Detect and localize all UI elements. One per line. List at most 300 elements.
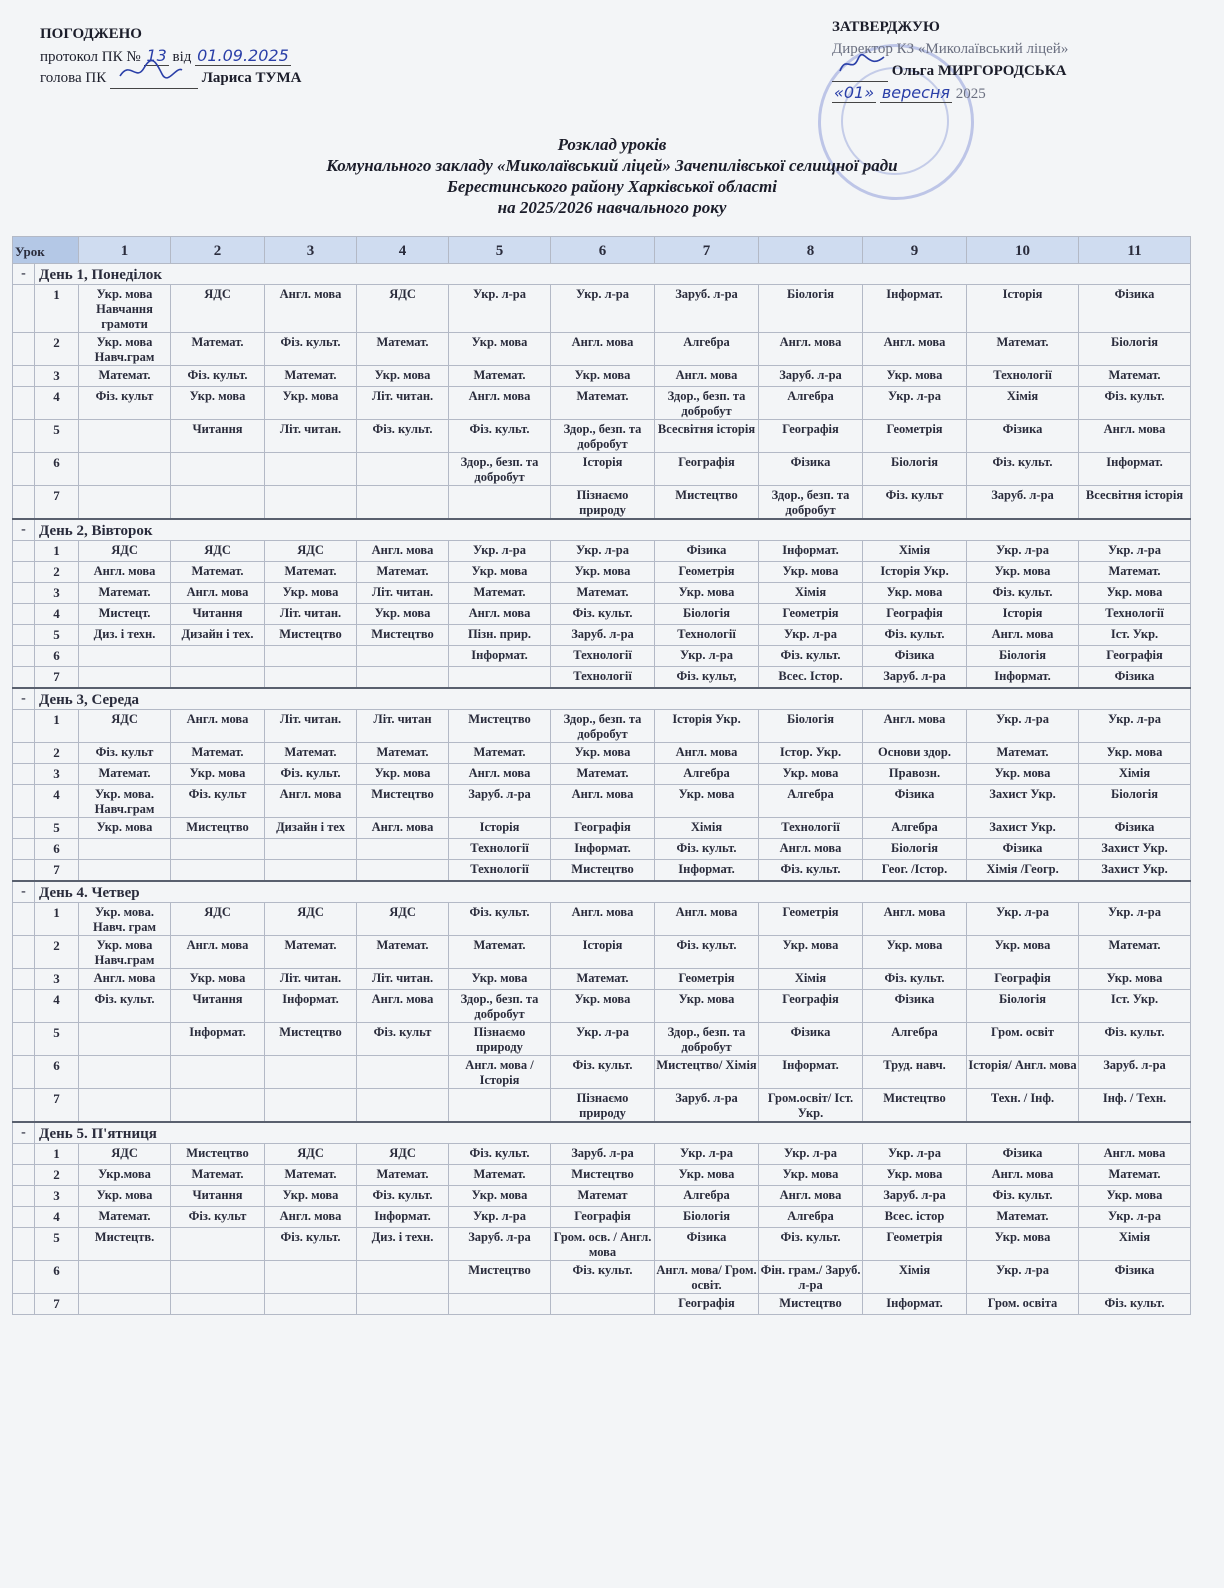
class-header: 7 xyxy=(655,237,759,264)
lesson-cell: Фізика xyxy=(863,785,967,818)
lesson-cell: Біологія xyxy=(1079,333,1191,366)
lesson-cell: Укр. мова xyxy=(449,1186,551,1207)
lesson-cell xyxy=(265,1261,357,1294)
director-line xyxy=(832,60,1162,82)
lesson-cell: Укр. мова. Навч. грам xyxy=(79,903,171,936)
lesson-cell xyxy=(265,1089,357,1123)
day-name: День 5. П'ятниця xyxy=(35,1122,1191,1144)
lesson-cell: Мистецтво xyxy=(449,710,551,743)
lesson-cell: Пізнаємо природу xyxy=(551,486,655,520)
lesson-cell: Математ. xyxy=(449,936,551,969)
lesson-row xyxy=(13,486,1191,520)
row-gutter xyxy=(13,1089,35,1123)
lesson-cell: Історія Укр. xyxy=(863,562,967,583)
lesson-cell xyxy=(449,1294,551,1315)
lesson-cell: Інформат. xyxy=(759,541,863,562)
lesson-cell: Укр. мова xyxy=(655,990,759,1023)
lesson-cell: Математ. xyxy=(449,743,551,764)
lesson-cell: Мистецтво xyxy=(357,625,449,646)
lesson-cell: Укр. мова xyxy=(171,387,265,420)
lesson-row xyxy=(13,583,1191,604)
day-header-row xyxy=(13,1122,1191,1144)
lesson-cell: Англ. мова xyxy=(863,903,967,936)
lesson-cell: Англ. мова xyxy=(655,743,759,764)
lesson-cell: Математ. xyxy=(1079,936,1191,969)
lesson-cell: ЯДС xyxy=(171,285,265,333)
row-gutter xyxy=(13,583,35,604)
lesson-cell: Геометрія xyxy=(759,903,863,936)
lesson-cell: Англ. мова xyxy=(1079,1144,1191,1165)
lesson-cell: Біологія xyxy=(967,646,1079,667)
date-prefix: від xyxy=(172,49,192,65)
lesson-cell: Укр. л-ра xyxy=(863,387,967,420)
lesson-number: 6 xyxy=(35,453,79,486)
approval-block xyxy=(40,24,301,89)
lesson-cell: Географія xyxy=(551,1207,655,1228)
lesson-cell: Алгебра xyxy=(759,1207,863,1228)
class-header: 3 xyxy=(265,237,357,264)
lesson-cell: Заруб. л-ра xyxy=(655,1089,759,1123)
lesson-number: 2 xyxy=(35,743,79,764)
lesson-cell: Укр. л-ра xyxy=(863,1144,967,1165)
lesson-cell: Математ. xyxy=(265,936,357,969)
protocol-number: 13 xyxy=(146,46,167,65)
lesson-cell xyxy=(449,486,551,520)
lesson-cell: Англ. мова xyxy=(551,333,655,366)
lesson-cell: Інформат. xyxy=(357,1207,449,1228)
lesson-cell: Фіз. культ. xyxy=(967,453,1079,486)
lesson-number: 4 xyxy=(35,604,79,625)
lesson-cell: Літ. читан. xyxy=(357,583,449,604)
lesson-cell: Захист Укр. xyxy=(967,785,1079,818)
lesson-cell: Геометрія xyxy=(655,562,759,583)
title-line-3: Берестинського району Харківської області xyxy=(447,177,777,196)
lesson-cell: Фіз. культ. xyxy=(967,1186,1079,1207)
lesson-number: 2 xyxy=(35,936,79,969)
lesson-cell: Математ. xyxy=(1079,366,1191,387)
lesson-row xyxy=(13,285,1191,333)
lesson-cell: Фіз. культ. xyxy=(967,583,1079,604)
lesson-cell: Укр. мова xyxy=(449,969,551,990)
lesson-cell: Фіз. культ xyxy=(79,387,171,420)
collapse-toggle[interactable]: - xyxy=(13,881,35,903)
lesson-cell: Англ. мова xyxy=(863,710,967,743)
lesson-cell: Фіз. культ. xyxy=(265,764,357,785)
row-gutter xyxy=(13,1144,35,1165)
lesson-cell: Пізнаємо природу xyxy=(551,1089,655,1123)
lesson-number: 7 xyxy=(35,1294,79,1315)
lesson-cell: Укр. мова Навчання грамоти xyxy=(79,285,171,333)
lesson-cell: Заруб. л-ра xyxy=(967,486,1079,520)
lesson-cell: Математ. xyxy=(79,583,171,604)
lesson-cell xyxy=(357,646,449,667)
lesson-cell: Алгебра xyxy=(759,785,863,818)
lesson-cell: Англ. мова xyxy=(759,839,863,860)
lesson-cell: Дизайн і тех. xyxy=(171,625,265,646)
lesson-cell xyxy=(79,839,171,860)
lesson-number: 2 xyxy=(35,1165,79,1186)
lesson-cell xyxy=(357,839,449,860)
lesson-cell: Здор., безп. та добробут xyxy=(551,420,655,453)
collapse-toggle[interactable]: - xyxy=(13,264,35,285)
lesson-cell: Хімія /Геогр. xyxy=(967,860,1079,882)
lesson-cell: ЯДС xyxy=(171,541,265,562)
lesson-cell xyxy=(79,646,171,667)
lesson-cell: Фізика xyxy=(863,990,967,1023)
lesson-cell: Географія xyxy=(655,453,759,486)
lesson-cell xyxy=(171,1261,265,1294)
lesson-cell: Гром. осв. / Англ. мова xyxy=(551,1228,655,1261)
lesson-cell: Укр. мова xyxy=(1079,743,1191,764)
schedule-table-wrap xyxy=(12,236,1190,1315)
lesson-cell: Фіз. культ. xyxy=(863,969,967,990)
lesson-cell: Англ. мова xyxy=(449,764,551,785)
lesson-cell: Захист Укр. xyxy=(1079,860,1191,882)
lesson-cell: Англ. мова xyxy=(967,1165,1079,1186)
day-name: День 4. Четвер xyxy=(35,881,1191,903)
lesson-cell: Фіз. культ. xyxy=(79,990,171,1023)
lesson-cell xyxy=(171,839,265,860)
lesson-cell: Читання xyxy=(171,1186,265,1207)
lesson-cell: Технології xyxy=(449,860,551,882)
lesson-cell: Гром. освіт xyxy=(967,1023,1079,1056)
day-name: День 1, Понеділок xyxy=(35,264,1191,285)
lesson-cell: Хімія xyxy=(1079,1228,1191,1261)
lesson-cell: ЯДС xyxy=(79,710,171,743)
lesson-row xyxy=(13,562,1191,583)
row-gutter xyxy=(13,604,35,625)
lesson-cell: Заруб. л-ра xyxy=(863,1186,967,1207)
lesson-cell: Географія xyxy=(967,969,1079,990)
day-header-row xyxy=(13,881,1191,903)
lesson-cell xyxy=(265,839,357,860)
lesson-number: 1 xyxy=(35,710,79,743)
lesson-cell: Англ. мова xyxy=(449,387,551,420)
lesson-cell: Фізика xyxy=(863,646,967,667)
row-gutter xyxy=(13,420,35,453)
lesson-cell: Англ. мова xyxy=(863,333,967,366)
lesson-cell: Здор., безп. та добробут xyxy=(655,1023,759,1056)
lesson-cell: Інф. / Техн. xyxy=(1079,1089,1191,1123)
lesson-cell: Укр. л-ра xyxy=(655,1144,759,1165)
lesson-cell: Геометрія xyxy=(863,1228,967,1261)
approval-year: 2025 xyxy=(955,86,986,102)
collapse-toggle[interactable]: - xyxy=(13,688,35,710)
lesson-cell: Математ. xyxy=(1079,1165,1191,1186)
lesson-cell: Мистецтво xyxy=(171,818,265,839)
lesson-cell: Укр. мова xyxy=(551,366,655,387)
signature-left xyxy=(110,72,198,89)
lesson-cell: Географія xyxy=(1079,646,1191,667)
lesson-cell: Укр. мова xyxy=(551,562,655,583)
lesson-number: 4 xyxy=(35,990,79,1023)
lesson-cell xyxy=(357,667,449,689)
head-line xyxy=(40,68,301,89)
day-header-row xyxy=(13,264,1191,285)
row-gutter xyxy=(13,562,35,583)
lesson-number: 3 xyxy=(35,764,79,785)
lesson-row xyxy=(13,1261,1191,1294)
lesson-cell: Алгебра xyxy=(655,764,759,785)
lesson-row xyxy=(13,743,1191,764)
lesson-cell: Англ. мова xyxy=(551,785,655,818)
lesson-cell: Історія xyxy=(449,818,551,839)
director-position: Директор КЗ «Миколаївський ліцей» xyxy=(832,41,1069,57)
lesson-cell: Читання xyxy=(171,990,265,1023)
lesson-cell: Алгебра xyxy=(863,1023,967,1056)
lesson-cell: Літ. читан. xyxy=(265,969,357,990)
lesson-cell: Укр.мова xyxy=(79,1165,171,1186)
lesson-cell: Фізика xyxy=(967,420,1079,453)
row-gutter xyxy=(13,1165,35,1186)
lesson-cell: Алгебра xyxy=(655,333,759,366)
lesson-cell: Пізн. прир. xyxy=(449,625,551,646)
lesson-cell: Алгебра xyxy=(759,387,863,420)
lesson-cell: Укр. мова xyxy=(967,1228,1079,1261)
row-gutter xyxy=(13,764,35,785)
lesson-number: 1 xyxy=(35,541,79,562)
lesson-cell: Укр. мова xyxy=(265,387,357,420)
lesson-cell: ЯДС xyxy=(265,541,357,562)
lesson-cell: Заруб. л-ра xyxy=(449,785,551,818)
lesson-cell: Літ. читан xyxy=(357,710,449,743)
lesson-number: 5 xyxy=(35,625,79,646)
lesson-row xyxy=(13,903,1191,936)
lesson-cell xyxy=(265,1294,357,1315)
lesson-cell: Укр. мова xyxy=(759,562,863,583)
lesson-cell: Здор., безп. та добробут xyxy=(449,990,551,1023)
lesson-cell: Пізнаємо природу xyxy=(449,1023,551,1056)
lesson-cell: Гром.освіт/ Іст. Укр. xyxy=(759,1089,863,1123)
lesson-cell: Математ. xyxy=(265,1165,357,1186)
class-header: 5 xyxy=(449,237,551,264)
lesson-cell: Всес. істор xyxy=(863,1207,967,1228)
lesson-cell: Здор., безп. та добробут xyxy=(759,486,863,520)
lesson-cell xyxy=(265,646,357,667)
lesson-row xyxy=(13,387,1191,420)
lesson-cell: Фізика xyxy=(1079,285,1191,333)
lesson-cell: Літ. читан. xyxy=(265,710,357,743)
class-header: 9 xyxy=(863,237,967,264)
lesson-number: 6 xyxy=(35,1261,79,1294)
lesson-row xyxy=(13,1294,1191,1315)
lesson-cell: Укр. мова xyxy=(449,333,551,366)
lesson-row xyxy=(13,667,1191,689)
approval-title: ПОГОДЖЕНО xyxy=(40,26,142,42)
collapse-toggle[interactable]: - xyxy=(13,1122,35,1144)
lesson-cell xyxy=(171,1056,265,1089)
lesson-cell: Англ. мова xyxy=(171,936,265,969)
lesson-cell: Укр. л-ра xyxy=(551,285,655,333)
lesson-cell xyxy=(171,1228,265,1261)
lesson-cell: Літ. читан. xyxy=(265,420,357,453)
lesson-row xyxy=(13,1207,1191,1228)
lesson-cell: Укр. л-ра xyxy=(1079,541,1191,562)
lesson-cell: Мистецтво xyxy=(863,1089,967,1123)
lesson-cell: Математ. xyxy=(171,1165,265,1186)
lesson-row xyxy=(13,420,1191,453)
row-gutter xyxy=(13,387,35,420)
lesson-number: 1 xyxy=(35,903,79,936)
lesson-cell xyxy=(171,860,265,882)
lesson-cell: Фізика xyxy=(1079,1261,1191,1294)
lesson-row xyxy=(13,333,1191,366)
lesson-number: 1 xyxy=(35,285,79,333)
lesson-row xyxy=(13,990,1191,1023)
lesson-cell xyxy=(357,453,449,486)
lesson-cell: Мистецтво xyxy=(551,1165,655,1186)
lesson-cell: Біологія xyxy=(655,604,759,625)
lesson-number: 5 xyxy=(35,420,79,453)
schedule-body xyxy=(13,264,1191,1315)
lesson-cell: Фіз. культ. xyxy=(759,1228,863,1261)
lesson-cell: Математ. xyxy=(79,764,171,785)
lesson-cell: Інформат. xyxy=(863,285,967,333)
lesson-cell: Фіз. культ. xyxy=(863,625,967,646)
lesson-cell: Фізика xyxy=(759,453,863,486)
lesson-cell: Біологія xyxy=(967,990,1079,1023)
row-gutter xyxy=(13,936,35,969)
lesson-cell: Математ. xyxy=(171,562,265,583)
lesson-cell: Англ. мова xyxy=(265,1207,357,1228)
lesson-cell: Укр. л-ра xyxy=(759,1144,863,1165)
lesson-row xyxy=(13,818,1191,839)
lesson-cell: Укр. мова xyxy=(1079,1186,1191,1207)
lesson-number: 7 xyxy=(35,667,79,689)
lesson-number: 1 xyxy=(35,1144,79,1165)
lesson-cell: Історія xyxy=(967,285,1079,333)
lesson-cell: Укр. л-ра xyxy=(449,541,551,562)
row-gutter xyxy=(13,486,35,520)
lesson-cell: Фіз. культ. xyxy=(357,1186,449,1207)
lesson-cell: Фіз. культ. xyxy=(551,604,655,625)
lesson-number: 3 xyxy=(35,366,79,387)
lesson-row xyxy=(13,764,1191,785)
lesson-cell: Англ. мова xyxy=(551,903,655,936)
lesson-cell: Хімія xyxy=(967,387,1079,420)
lesson-cell xyxy=(79,1023,171,1056)
lesson-row xyxy=(13,646,1191,667)
lesson-number: 5 xyxy=(35,818,79,839)
lesson-cell: Алгебра xyxy=(655,1186,759,1207)
lesson-number: 7 xyxy=(35,860,79,882)
lesson-number: 4 xyxy=(35,785,79,818)
lesson-cell: Укр. л-ра xyxy=(759,625,863,646)
lesson-cell: Хімія xyxy=(759,969,863,990)
lesson-cell: Математ. xyxy=(79,366,171,387)
lesson-cell xyxy=(79,1261,171,1294)
approval-date xyxy=(832,82,1162,105)
lesson-cell xyxy=(79,1056,171,1089)
row-gutter xyxy=(13,1023,35,1056)
collapse-toggle[interactable]: - xyxy=(13,519,35,541)
lesson-cell: Укр. мова xyxy=(655,1165,759,1186)
row-gutter xyxy=(13,860,35,882)
class-header: 1 xyxy=(79,237,171,264)
lesson-cell: Фізика xyxy=(655,1228,759,1261)
lesson-number: 2 xyxy=(35,333,79,366)
lesson-cell: Математ. xyxy=(551,764,655,785)
lesson-cell xyxy=(171,453,265,486)
lesson-cell: Геог. /Істор. xyxy=(863,860,967,882)
lesson-cell: Всесвітня історія xyxy=(1079,486,1191,520)
lesson-row xyxy=(13,860,1191,882)
lesson-cell: Укр. л-ра xyxy=(551,541,655,562)
lesson-row xyxy=(13,1228,1191,1261)
row-gutter xyxy=(13,903,35,936)
class-header: 11 xyxy=(1079,237,1191,264)
lesson-cell: Біологія xyxy=(759,710,863,743)
lesson-cell: Географія xyxy=(863,604,967,625)
lesson-cell: Біологія xyxy=(863,839,967,860)
lesson-cell: Інформат. xyxy=(863,1294,967,1315)
row-gutter xyxy=(13,1261,35,1294)
lesson-cell xyxy=(79,1294,171,1315)
lesson-cell: Фіз. культ xyxy=(357,1023,449,1056)
lesson-number: 5 xyxy=(35,1023,79,1056)
lesson-cell: Мистецт. xyxy=(79,604,171,625)
lesson-cell: Англ. мова xyxy=(79,969,171,990)
lesson-cell: Фізика xyxy=(967,839,1079,860)
lesson-cell: Фіз. культ, xyxy=(655,667,759,689)
lesson-cell: Фіз. культ. xyxy=(1079,387,1191,420)
lesson-row xyxy=(13,1089,1191,1123)
lesson-cell: Всес. Істор. xyxy=(759,667,863,689)
lesson-cell: Англ. мова xyxy=(357,818,449,839)
lesson-cell: Інформат. xyxy=(171,1023,265,1056)
lesson-cell: Укр. л-ра xyxy=(551,1023,655,1056)
lesson-cell: Географія xyxy=(551,818,655,839)
lesson-number: 3 xyxy=(35,583,79,604)
lesson-cell: Математ. xyxy=(357,1165,449,1186)
lesson-cell: Хімія xyxy=(655,818,759,839)
class-header: 4 xyxy=(357,237,449,264)
lesson-cell xyxy=(171,486,265,520)
lesson-cell: Англ. мова xyxy=(265,285,357,333)
lesson-cell: Технології xyxy=(449,839,551,860)
lesson-cell: Математ. xyxy=(357,333,449,366)
approval-day: «01» xyxy=(834,83,875,102)
lesson-cell: Математ. xyxy=(1079,562,1191,583)
lesson-cell xyxy=(171,646,265,667)
row-gutter xyxy=(13,1186,35,1207)
lesson-row xyxy=(13,1056,1191,1089)
lesson-cell: Літ. читан. xyxy=(357,969,449,990)
lesson-cell: Технології xyxy=(967,366,1079,387)
lesson-row xyxy=(13,453,1191,486)
day-header-row xyxy=(13,519,1191,541)
lesson-cell: Математ. xyxy=(449,1165,551,1186)
lesson-cell: Укр. л-ра xyxy=(967,541,1079,562)
signature-mark xyxy=(838,51,888,77)
lesson-cell: Біологія xyxy=(1079,785,1191,818)
lesson-cell: Укр. мова xyxy=(357,764,449,785)
lesson-cell: Технології xyxy=(655,625,759,646)
lesson-cell: Мистецтво xyxy=(171,1144,265,1165)
signature-right xyxy=(832,65,888,82)
lesson-cell: Біологія xyxy=(655,1207,759,1228)
lesson-cell: Техн. / Інф. xyxy=(967,1089,1079,1123)
lesson-cell xyxy=(357,1294,449,1315)
lesson-cell: Географія xyxy=(655,1294,759,1315)
lesson-cell: Фізика xyxy=(1079,667,1191,689)
lesson-cell: Технології xyxy=(551,646,655,667)
lesson-cell: Англ. мова xyxy=(449,604,551,625)
lesson-cell: Інформат. xyxy=(967,667,1079,689)
lesson-cell: ЯДС xyxy=(79,1144,171,1165)
header-row xyxy=(13,237,1191,264)
lesson-cell: Технології xyxy=(759,818,863,839)
